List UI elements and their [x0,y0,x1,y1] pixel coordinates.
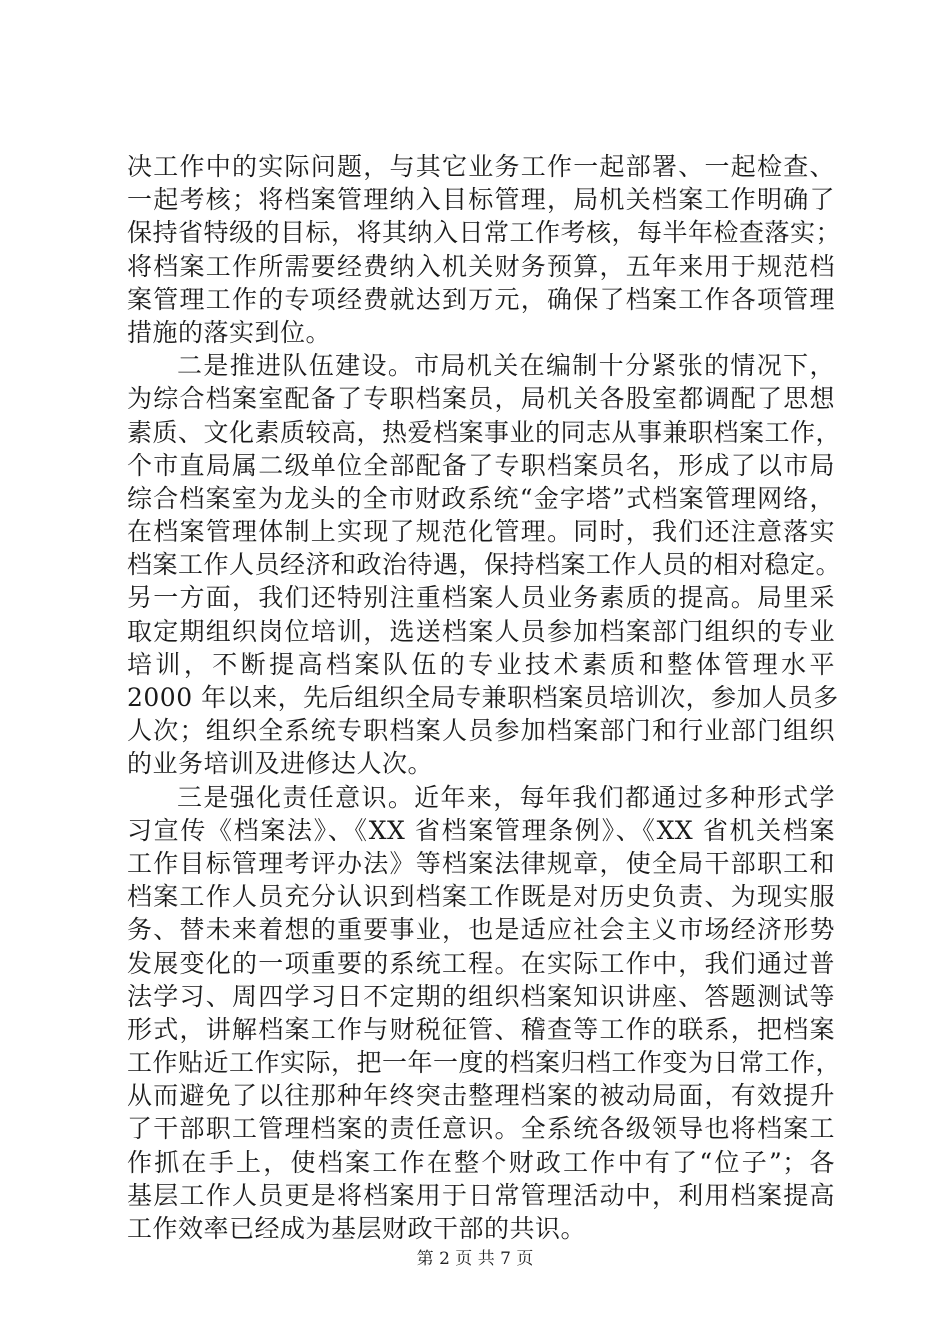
page-number-label: 第 2 页 共 7 页 [416,1249,534,1269]
text-line: 个市直局属二级单位全部配备了专职档案员名，形成了以市局 [127,450,835,480]
text-line: 习宣传《档案法》、《XX 省档案管理条例》、《XX 省机关档案 [127,815,835,845]
body-text [127,150,842,1245]
text-line: 保持省特级的目标，将其纳入日常工作考核，每半年检查落实； [127,218,842,248]
text-line: 在档案管理体制上实现了规范化管理。同时，我们还注意落实 [127,517,835,547]
text-line: 将档案工作所需要经费纳入机关财务预算，五年来用于规范档 [127,251,835,281]
text-line: 档案工作人员经济和政治待遇，保持档案工作人员的相对稳定。 [127,550,842,580]
text-line: 工作贴近工作实际，把一年一度的档案归档工作变为日常工作， [127,1048,842,1078]
text-line: 人次；组织全系统专职档案人员参加档案部门和行业部门组织 [127,716,835,746]
text-line: 形式，讲解档案工作与财税征管、稽查等工作的联系，把档案 [127,1014,835,1044]
text-line: 决工作中的实际问题，与其它业务工作一起部署、一起检查、 [127,152,835,181]
text-line: 工作效率已经成为基层财政干部的共识。 [127,1214,587,1243]
text-line: 为综合档案室配备了专职档案员，局机关各股室都调配了思想 [127,384,835,414]
text-line: 另一方面，我们还特别注重档案人员业务素质的提高。局里采 [127,583,835,613]
text-line: 素质、文化素质较高，热爱档案事业的同志从事兼职档案工作， [127,417,842,447]
text-line: 档案工作人员充分认识到档案工作既是对历史负责、为现实服 [127,882,835,912]
text-line: 了干部职工管理档案的责任意识。全系统各级领导也将档案工 [127,1114,835,1144]
text-line: 取定期组织岗位培训，选送档案人员参加档案部门组织的专业 [127,616,835,646]
text-line: 措施的落实到位。 [127,317,332,347]
text-line: 的业务培训及进修达人次。 [127,749,434,779]
text-line: 务、替未来着想的重要事业，也是适应社会主义市场经济形势 [127,915,835,945]
page-footer [0,1249,950,1269]
text-line: 从而避免了以往那种年终突击整理档案的被动局面，有效提升 [127,1081,835,1111]
paragraph-start-line: 二是推进队伍建设。市局机关在编制十分紧张的情况下， [177,351,835,381]
text-line: 培训，不断提高档案队伍的专业技术素质和整体管理水平 [127,649,835,679]
text-line: 法学习、周四学习日不定期的组织档案知识讲座、答题测试等 [127,981,835,1011]
text-line: 工作目标管理考评办法》等档案法律规章，使全局干部职工和 [127,848,835,878]
text-line: 基层工作人员更是将档案用于日常管理活动中，利用档案提高 [127,1180,835,1210]
text-line: 案管理工作的专项经费就达到万元，确保了档案工作各项管理 [127,284,835,314]
text-line: 一起考核；将档案管理纳入目标管理，局机关档案工作明确了 [127,185,835,215]
text-line: 作抓在手上，使档案工作在整个财政工作中有了“位子”；各 [127,1147,835,1177]
text-line: 综合档案室为龙头的全市财政系统“金字塔”式档案管理网络， [127,483,835,513]
text-line: 发展变化的一项重要的系统工程。在实际工作中，我们通过普 [127,948,835,978]
text-line: 2000 年以来，先后组织全局专兼职档案员培训次，参加人员多 [127,683,839,712]
paragraph-start-line: 三是强化责任意识。近年来，每年我们都通过多种形式学 [177,782,835,812]
